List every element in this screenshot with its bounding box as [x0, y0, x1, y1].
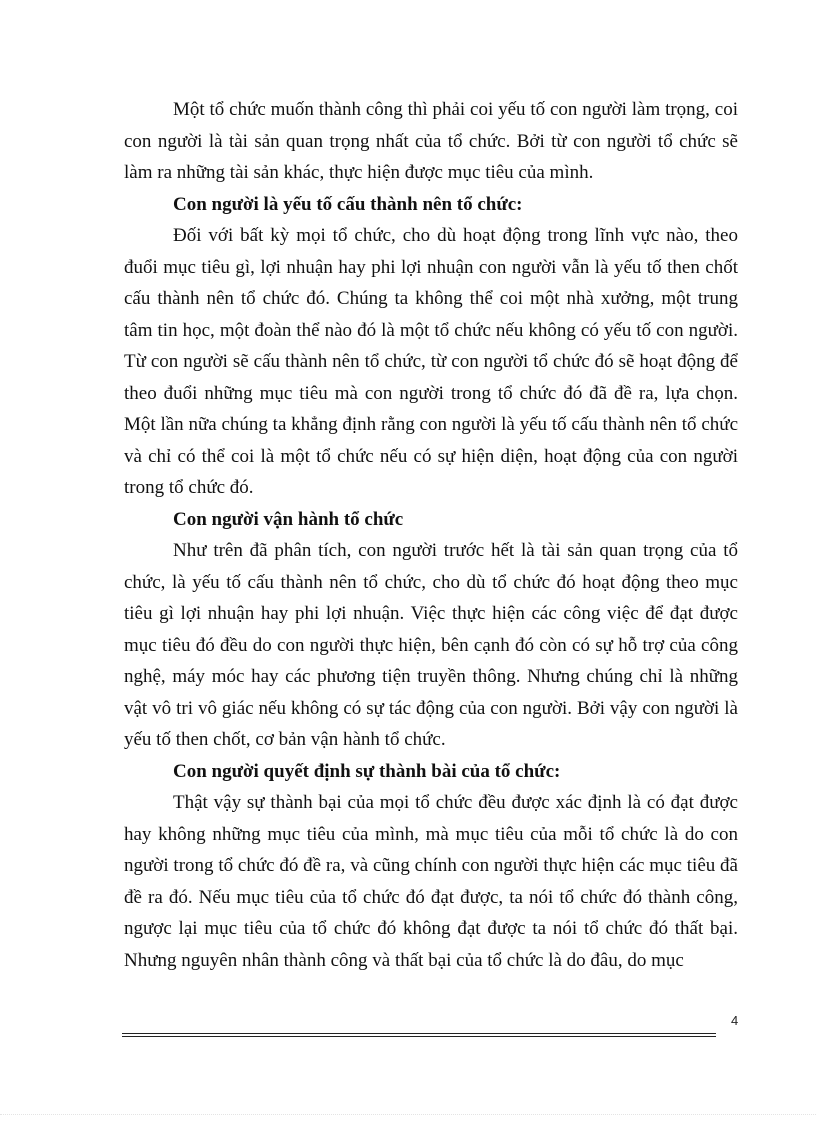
page-body [124, 94, 738, 976]
heading-operation: Con người vận hành tổ chức [173, 508, 404, 530]
heading-structure: Con người là yếu tố cấu thành nên tổ chức: [173, 193, 523, 215]
page-number: 4 [731, 1013, 739, 1028]
heading-success: Con người quyết định sự thành bài của tổ chức: [173, 760, 561, 782]
paragraph-structure: Đối với bất kỳ mọi tổ chức, cho dù hoạt động trong lĩnh vực nào, theo đuổi mục tiêu gì, lợi nhuận hay phi lợi nhuận con người vẫn là yếu tố then chốt cấu thành nên tổ chức đó. Chúng ta không thể coi một nhà xưởng, một trung tâm tin học, một đoàn thể nào đó là một tổ chức nếu không có yếu tố con người. Từ con người sẽ cấu thành nên tổ chức, từ con người tổ chức đó sẽ hoạt động để theo đuổi những mục tiêu mà con người trong tổ chức đó đã đề ra, lựa chọn. Một lần nữa chúng ta khẳng định rằng con người là yếu tố cấu thành nên tổ chức và chỉ có thể coi là một tổ chức nếu có sự hiện diện, hoạt động của con người trong tổ chức đó. [124, 225, 738, 498]
paragraph-success: Thật vậy sự thành bại của mọi tổ chức đều được xác định là có đạt được hay không những mục tiêu của mình, mà mục tiêu của mỗi tổ chức là do con người trong tổ chức đó đề ra, và cũng chính con người thực hiện các mục tiêu đã đề ra đó. Nếu mục tiêu của tổ chức đó đạt được, ta nói tổ chức đó thành công, ngược lại mục tiêu của tổ chức đó không đạt được ta nói tổ chức đó thất bại. Nhưng nguyên nhân thành công và thất bại của tổ chức là do đâu, do mục [124, 792, 738, 971]
paragraph-operation: Như trên đã phân tích, con người trước hết là tài sản quan trọng của tổ chức, là yếu tố cấu thành nên tổ chức, cho dù tổ chức đó hoạt động theo mục tiêu gì lợi nhuận hay phi lợi nhuận. Việc thực hiện các công việc để đạt được mục tiêu đó đều do con người thực hiện, bên cạnh đó còn có sự hỗ trợ của công nghệ, máy móc hay các phương tiện truyền thông. Nhưng chúng chỉ là những vật vô tri vô giác nếu không có sự tác động của con người. Bởi vậy con người là yếu tố then chốt, cơ bản vận hành tổ chức. [124, 540, 738, 750]
page-edge-divider [0, 1114, 816, 1115]
paragraph-intro: Một tổ chức muốn thành công thì phải coi yếu tố con người làm trọng, coi con người là tài sản quan trọng nhất của tổ chức. Bởi từ con người tổ chức sẽ làm ra những tài sản khác, thực hiện được mục tiêu của mình. [124, 99, 738, 183]
footer-double-rule [122, 1033, 716, 1037]
